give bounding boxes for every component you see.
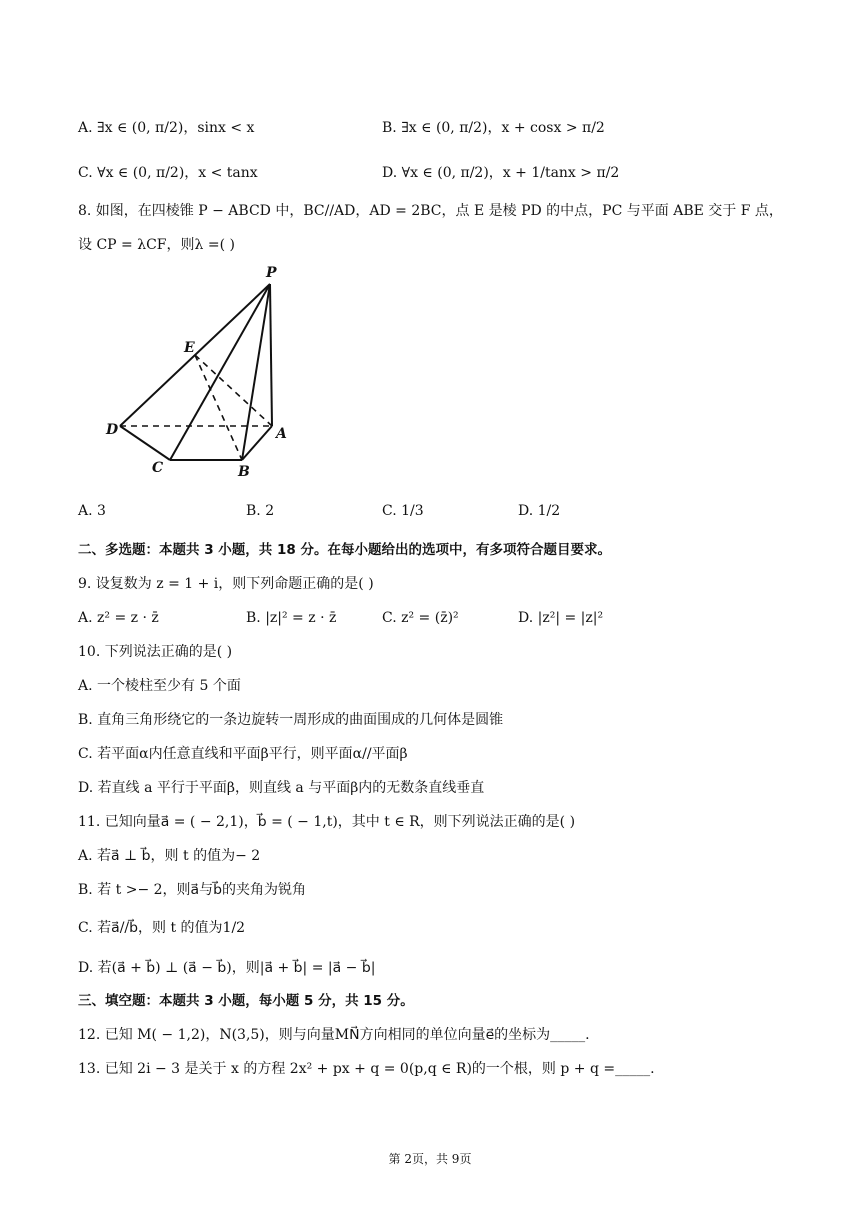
label-b: B: [238, 464, 250, 477]
q9-option-a: A. z² = z · z̄: [78, 610, 159, 626]
q7-option-a: A. ∃x ∈ (0, π/2)，sinx < x: [78, 120, 255, 136]
q10-option-c: C. 若平面α内任意直线和平面β平行，则平面α//平面β: [78, 746, 408, 762]
q12-stem: 12. 已知 M( − 1,2)，N(3,5)，则与向量MN⃗方向相同的单位向量e⃗的坐标为_____.: [78, 1027, 590, 1043]
q10-option-b: B. 直角三角形绕它的一条边旋转一周形成的曲面围成的几何体是圆锥: [78, 712, 504, 728]
segment-eb-hidden: [195, 355, 242, 460]
q10-option-a: A. 一个棱柱至少有 5 个面: [78, 678, 241, 694]
page-footer: 第 2页，共 9页: [388, 1152, 472, 1166]
q7-option-c: C. ∀x ∈ (0, π/2)，x < tanx: [78, 165, 258, 181]
label-d: D: [106, 422, 119, 438]
q11-option-b: B. 若 t >− 2，则a⃗与b⃗的夹角为锐角: [78, 882, 306, 898]
label-p: P: [266, 265, 277, 281]
q7-option-d: D. ∀x ∈ (0, π/2)，x + 1/tanx > π/2: [382, 165, 620, 181]
q11-option-c: C. 若a⃗//b⃗，则 t 的值为1/2: [78, 920, 246, 936]
q8-option-d: D. 1/2: [518, 503, 561, 519]
q8-option-b: B. 2: [246, 503, 275, 519]
q11-option-a: A. 若a⃗ ⊥ b⃗，则 t 的值为− 2: [78, 848, 261, 864]
q7-option-b: B. ∃x ∈ (0, π/2)，x + cosx > π/2: [382, 120, 605, 136]
q11-option-d: D. 若(a⃗ + b⃗) ⊥ (a⃗ − b⃗)，则|a⃗ + b⃗| = |a⃗ − b⃗|: [78, 960, 376, 976]
q9-stem: 9. 设复数为 z = 1 + i，则下列命题正确的是( ): [78, 576, 374, 592]
pyramid-figure: [100, 262, 300, 477]
q13-stem: 13. 已知 2i − 3 是关于 x 的方程 2x² + px + q = 0(p,q ∈ R)的一个根，则 p + q =_____.: [78, 1061, 655, 1077]
section-heading-fill-in: 三、填空题：本题共 3 小题，每小题 5 分，共 15 分。: [78, 993, 414, 1009]
edge-pa: [270, 284, 272, 426]
label-a: A: [276, 426, 287, 442]
q11-stem: 11. 已知向量a⃗ = ( − 2,1)，b⃗ = ( − 1,t)，其中 t ∈ R，则下列说法正确的是( ): [78, 814, 576, 830]
q9-option-d: D. |z²| = |z|²: [518, 610, 604, 626]
q9-option-c: C. z² = (z̄)²: [382, 610, 459, 626]
label-c: C: [152, 460, 164, 476]
q8-option-a: A. 3: [78, 503, 106, 519]
q8-option-c: C. 1/3: [382, 503, 424, 519]
q10-stem: 10. 下列说法正确的是( ): [78, 644, 233, 660]
edge-dc: [120, 426, 170, 460]
segment-ea-hidden: [195, 355, 272, 426]
label-e: E: [184, 340, 195, 356]
q8-stem-line1: 8. 如图，在四棱锥 P − ABCD 中，BC//AD，AD = 2BC，点 E 是棱 PD 的中点，PC 与平面 ABE 交于 F 点，: [78, 203, 783, 219]
section-heading-multi-choice: 二、多选题：本题共 3 小题，共 18 分。在每小题给出的选项中，有多项符合题目要求。: [78, 542, 611, 558]
q10-option-d: D. 若直线 a 平行于平面β，则直线 a 与平面β内的无数条直线垂直: [78, 780, 485, 796]
q8-stem-line2: 设 CP = λCF，则λ =( ): [78, 237, 235, 253]
q9-option-b: B. |z|² = z · z̄: [246, 610, 337, 626]
